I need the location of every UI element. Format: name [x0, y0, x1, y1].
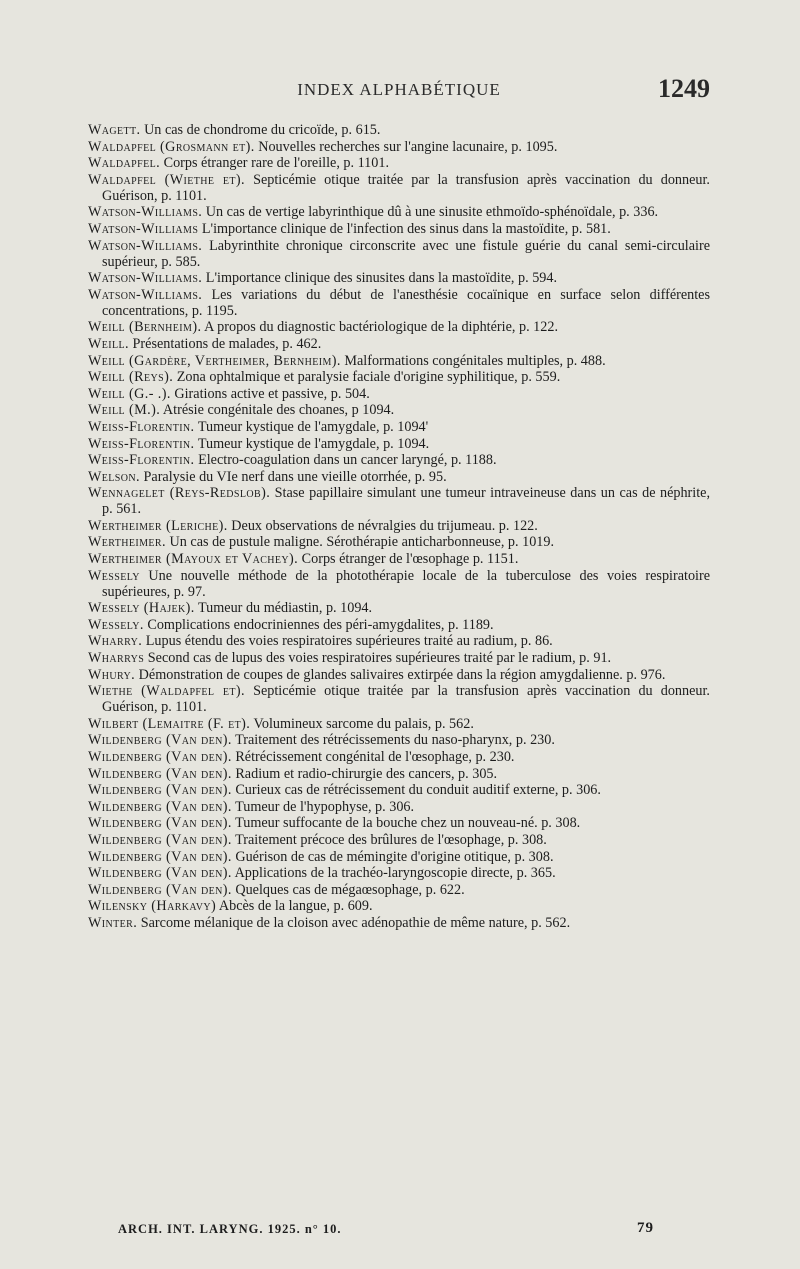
- index-entry: [88, 287, 710, 319]
- entry-text: L'importance clinique des sinusites dans la mastoïdite, p. 594.: [205, 270, 558, 287]
- index-entry: [88, 667, 710, 683]
- index-entry: [88, 485, 710, 517]
- entry-text: Guérison de cas de mémingite d'origine otitique, p. 308.: [235, 848, 554, 865]
- entry-author: Wildenberg (Van den).: [88, 848, 232, 865]
- entry-author: Waldapfel.: [88, 155, 161, 172]
- index-entry: [88, 683, 710, 715]
- entry-author: Watson-Williams.: [88, 237, 203, 254]
- index-entry: [88, 633, 710, 649]
- entry-author: Wharrys: [88, 650, 145, 667]
- entry-text: Septicémie otique traitée par la transfusion après vaccination du donneur. Guérison, p. 1101.: [102, 171, 710, 204]
- entry-author: Wildenberg (Van den).: [88, 798, 232, 815]
- entry-author: Weill (M.).: [88, 402, 161, 419]
- entry-text: Curieux cas de rétrécissement du conduit auditif externe, p. 306.: [235, 782, 601, 799]
- entry-text: Labyrinthite chronique circonscrite avec une fistule guérie du canal semi-circulaire supérieur, p. 585.: [102, 237, 711, 270]
- entry-author: Wessely.: [88, 616, 144, 633]
- entry-text: Tumeur kystique de l'amygdale, p. 1094.: [197, 435, 430, 452]
- entry-text: Les variations du début de l'anesthésie cocaïnique en surface selon différentes concentrations, p. 1195.: [102, 286, 710, 319]
- entry-author: Wessely (Hajek).: [88, 600, 195, 617]
- entry-text: Septicémie otique traitée par la transfusion après vaccination du donneur. Guérison, p. 1101.: [102, 683, 710, 716]
- entry-author: Wilensky (Harkavy): [88, 898, 217, 915]
- entry-text: Stase papillaire simulant une tumeur intraveineuse dans un cas de néphrite, p. 561.: [102, 485, 711, 518]
- index-entry: [88, 650, 710, 666]
- entry-author: Weill (G.- .).: [88, 385, 171, 402]
- entry-text: Paralysie du VIe nerf dans une vieille otorrhée, p. 95.: [143, 468, 447, 485]
- index-entry: [88, 534, 710, 550]
- page-header: [88, 74, 710, 108]
- entry-text: Nouvelles recherches sur l'angine lacunaire, p. 1095.: [258, 138, 558, 155]
- index-entry: [88, 882, 710, 898]
- entry-text: Tumeur du médiastin, p. 1094.: [198, 600, 373, 617]
- index-entry: [88, 732, 710, 748]
- index-entry: [88, 815, 710, 831]
- index-entry: [88, 139, 710, 155]
- index-entry: [88, 353, 710, 369]
- index-entry: [88, 832, 710, 848]
- entry-author: Wildenberg (Van den).: [88, 782, 232, 799]
- entry-author: Wennagelet (Reys-Redslob).: [88, 485, 271, 502]
- entry-text: L'importance clinique de l'infection des sinus dans la mastoïdite, p. 581.: [201, 220, 611, 237]
- entry-author: Wagett.: [88, 122, 141, 138]
- index-entry: [88, 319, 710, 335]
- running-head: INDEX ALPHABÉTIQUE: [297, 80, 501, 99]
- entry-text: Volumineux sarcome du palais, p. 562.: [253, 715, 474, 732]
- entry-author: Waldapfel (Grosmann et).: [88, 138, 255, 155]
- entry-author: Wharry.: [88, 633, 143, 650]
- entry-author: Wildenberg (Van den).: [88, 765, 232, 782]
- entry-text: Corps étranger rare de l'oreille, p. 1101.: [163, 155, 390, 172]
- index-entry: [88, 766, 710, 782]
- entry-text: Second cas de lupus des voies respiratoires supérieures traité par le radium, p. 91.: [147, 650, 612, 667]
- footer-signature-number: 79: [637, 1220, 654, 1236]
- entry-text: Malformations congénitales multiples, p. 488.: [344, 352, 606, 369]
- index-entry: [88, 238, 710, 270]
- entry-author: Wildenberg (Van den).: [88, 865, 232, 882]
- entry-text: Tumeur kystique de l'amygdale, p. 1094': [197, 418, 429, 435]
- index-entry: [88, 849, 710, 865]
- entry-author: Wildenberg (Van den).: [88, 749, 232, 765]
- index-entry: [88, 865, 710, 881]
- entry-author: Wertheimer (Mayoux et Vachey).: [88, 551, 299, 568]
- entry-text: Présentations de malades, p. 462.: [132, 335, 322, 352]
- entry-text: Démonstration de coupes de glandes salivaires extirpée dans la région amygdalienne. p. 976.: [138, 666, 666, 683]
- entry-text: Traitement des rétrécissements du naso-pharynx, p. 230.: [235, 732, 555, 749]
- entry-text: Deux observations de névralgies du trijumeau. p. 122.: [231, 517, 538, 534]
- index-entry: [88, 600, 710, 616]
- entry-text: Girations active et passive, p. 504.: [174, 385, 370, 402]
- entry-author: Wildenberg (Van den).: [88, 815, 232, 832]
- entry-author: Wertheimer.: [88, 534, 166, 551]
- entry-author: Wilbert (Lemaitre (F. et).: [88, 715, 251, 732]
- entry-text: Quelques cas de mégaœsophage, p. 622.: [235, 881, 465, 898]
- entry-author: Welson.: [88, 468, 140, 485]
- entry-text: Atrésie congénitale des choanes, p 1094.: [162, 402, 395, 419]
- index-entry: [88, 221, 710, 237]
- index-entry: [88, 716, 710, 732]
- entry-author: Weill.: [88, 335, 129, 352]
- entry-author: Wildenberg (Van den).: [88, 881, 232, 898]
- index-entry: [88, 915, 710, 931]
- entry-text: Un cas de chondrome du cricoïde, p. 615.: [144, 122, 381, 138]
- entry-author: Watson-Williams.: [88, 270, 203, 287]
- entry-author: Watson-Williams.: [88, 286, 203, 303]
- index-entry: [88, 122, 710, 138]
- page-footer: [118, 1222, 654, 1240]
- index-entry: [88, 155, 710, 171]
- index-entry: [88, 551, 710, 567]
- entry-author: Wildenberg (Van den).: [88, 831, 232, 848]
- entry-text: Rétrécissement congénital de l'œsophage, p. 230.: [235, 749, 515, 765]
- entry-author: Wildenberg (Van den).: [88, 732, 232, 749]
- entry-author: Wiethe (Waldapfel et).: [88, 683, 245, 700]
- index-entries: [88, 122, 710, 932]
- index-entry: [88, 436, 710, 452]
- index-entry: [88, 898, 710, 914]
- entry-author: Watson-Williams: [88, 220, 199, 237]
- entry-text: Tumeur de l'hypophyse, p. 306.: [235, 798, 415, 815]
- index-entry: [88, 568, 710, 600]
- entry-text: Une nouvelle méthode de la photothérapie locale de la tuberculose des voies respiratoire supérieures, p. 97.: [102, 567, 711, 600]
- entry-author: Weiss-Florentin.: [88, 418, 195, 435]
- entry-text: Zona ophtalmique et paralysie faciale d'origine syphilitique, p. 559.: [176, 369, 561, 386]
- entry-text: Lupus étendu des voies respiratoires supérieures traité au radium, p. 86.: [145, 633, 553, 650]
- entry-text: Tumeur suffocante de la bouche chez un nouveau-né. p. 308.: [235, 815, 581, 832]
- entry-author: Watson-Williams.: [88, 204, 203, 221]
- entry-text: A propos du diagnostic bactériologique de la diphtérie, p. 122.: [204, 319, 558, 336]
- entry-author: Weill (Reys).: [88, 369, 174, 386]
- entry-text: Complications endocriniennes des péri-amygdalites, p. 1189.: [147, 616, 494, 633]
- index-entry: [88, 336, 710, 352]
- entry-text: Un cas de pustule maligne. Sérothérapie anticharbonneuse, p. 1019.: [169, 534, 555, 551]
- entry-text: Abcès de la langue, p. 609.: [218, 898, 373, 915]
- page-number: 1249: [658, 74, 710, 103]
- index-entry: [88, 799, 710, 815]
- index-entry: [88, 369, 710, 385]
- index-entry: [88, 518, 710, 534]
- index-entry: [88, 452, 710, 468]
- index-entry: [88, 782, 710, 798]
- entry-author: Wessely: [88, 567, 140, 584]
- entry-author: Waldapfel (Wiethe et).: [88, 171, 245, 188]
- entry-author: Whury.: [88, 666, 136, 683]
- entry-text: Corps étranger de l'œsophage p. 1151.: [301, 551, 519, 568]
- index-entry: [88, 270, 710, 286]
- entry-author: Weill (Bernheim).: [88, 319, 202, 336]
- entry-text: Radium et radio-chirurgie des cancers, p. 305.: [235, 765, 498, 782]
- footer-journal-citation: ARCH. INT. LARYNG. 1925. n° 10.: [118, 1222, 342, 1236]
- index-entry: [88, 469, 710, 485]
- index-entry: [88, 419, 710, 435]
- entry-author: Winter.: [88, 914, 138, 931]
- index-entry: [88, 172, 710, 204]
- index-entry: [88, 386, 710, 402]
- entry-text: Applications de la trachéo-laryngoscopie directe, p. 365.: [234, 865, 556, 882]
- index-entry: [88, 617, 710, 633]
- index-entry: [88, 204, 710, 220]
- entry-author: Weiss-Florentin.: [88, 435, 195, 452]
- index-entry: [88, 402, 710, 418]
- entry-text: Sarcome mélanique de la cloison avec adénopathie de même nature, p. 562.: [140, 914, 571, 931]
- entry-author: Wertheimer (Leriche).: [88, 517, 228, 534]
- entry-text: Electro-coagulation dans un cancer laryngé, p. 1188.: [198, 452, 497, 469]
- entry-text: Un cas de vertige labyrinthique dû à une sinusite ethmoïdo-sphénoïdale, p. 336.: [205, 204, 659, 221]
- entry-author: Weill (Gardère, Vertheimer, Bernheim).: [88, 352, 341, 369]
- index-entry: [88, 749, 710, 765]
- entry-text: Traitement précoce des brûlures de l'œsophage, p. 308.: [235, 831, 547, 848]
- entry-author: Weiss-Florentin.: [88, 452, 195, 469]
